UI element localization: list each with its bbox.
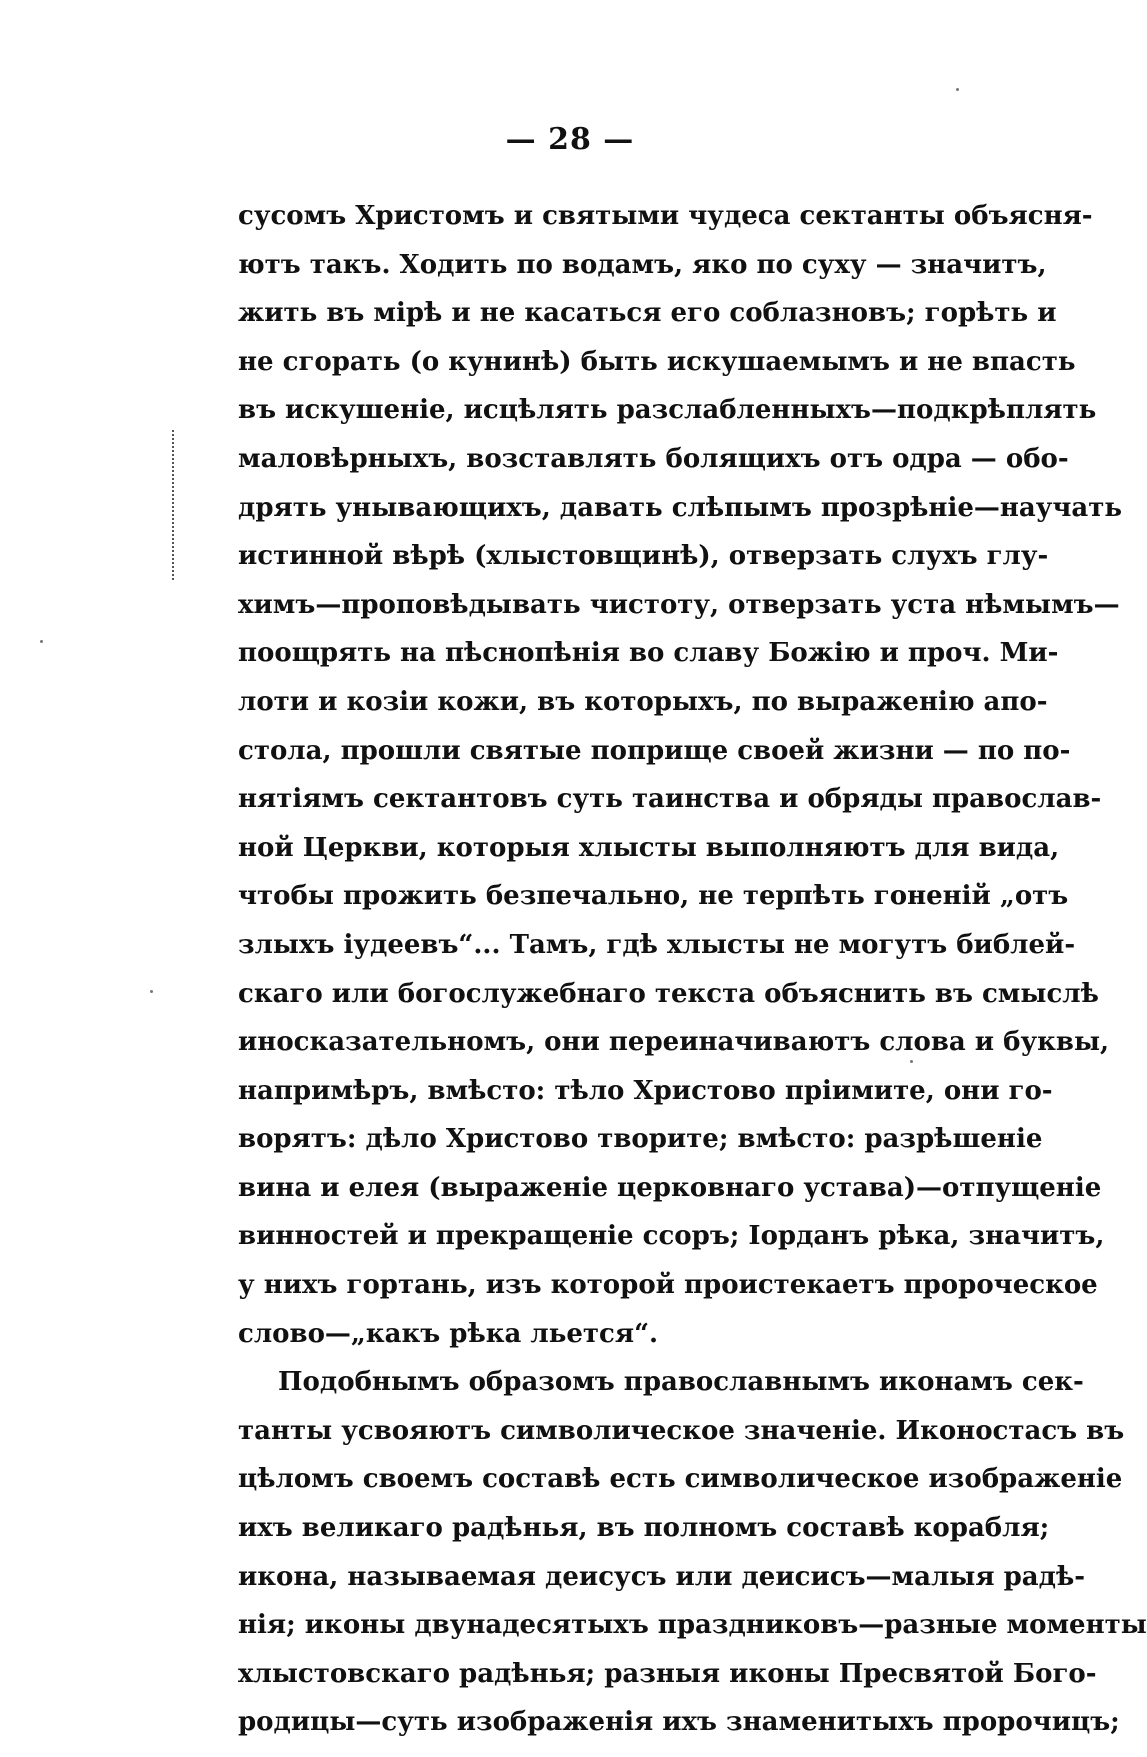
text-line: химъ—проповѣдывать чистоту, отверзать уста нѣмымъ— [238, 589, 1120, 620]
paragraph-end-line: слово—„какъ рѣка льется“. [238, 1318, 659, 1349]
paper-speck [40, 640, 43, 643]
text-line: маловѣрныхъ, возставлять болящихъ отъ одра — обо- [238, 443, 1069, 474]
text-line: икона, называемая деисусъ или деисисъ—малыя радѣ- [238, 1561, 1086, 1592]
text-line: родицы—суть изображенія ихъ знаменитыхъ пророчицъ; [238, 1707, 1120, 1738]
text-line: жить въ мірѣ и не касаться его соблазновъ; горѣть и [238, 298, 1057, 329]
text-line: не сгорать (о кунинѣ) быть искушаемымъ и не впасть [238, 346, 1076, 377]
text-line: танты усвояютъ символическое значеніе. Иконостасъ въ [238, 1415, 1125, 1446]
text-line: дрять унывающихъ, давать слѣпымъ прозрѣніе—научать [238, 492, 1123, 523]
text-line: у нихъ гортань, изъ которой проистекаетъ пророческое [238, 1270, 1098, 1301]
text-line: поощрять на пѣснопѣнія во славу Божію и проч. Ми- [238, 638, 1059, 669]
text-line: сусомъ Христомъ и святыми чудеса сектанты объясня- [238, 201, 1093, 231]
text-line: въ искушеніе, исцѣлять разслабленныхъ—подкрѣплять [238, 395, 1097, 426]
text-line: нятіямъ сектантовъ суть таинства и обряды православ- [238, 784, 1102, 815]
text-line: винностей и прекращеніе ссоръ; Іорданъ рѣка, значитъ, [238, 1221, 1105, 1252]
text-line: лоти и козіи кожи, въ которыхъ, по выраженію апо- [238, 686, 1048, 717]
text-line: иносказательномъ, они переиначиваютъ слова и буквы, [238, 1027, 1110, 1058]
paper-speck [956, 88, 959, 91]
page-number: — 28 — [505, 122, 635, 157]
text-line: чтобы прожить безпечально, не терпѣть гоненій „отъ [238, 881, 1069, 912]
text-line: ворятъ: дѣло Христово творите; вмѣсто: разрѣшеніе [238, 1124, 1043, 1155]
text-line: ной Церкви, которыя хлысты выполняютъ для вида, [238, 832, 1060, 863]
body-text [238, 192, 1147, 1747]
text-line: нія; иконы двунадесятыхъ праздниковъ—разные моменты [238, 1610, 1147, 1641]
text-line: злыхъ іудеевъ“... Тамъ, гдѣ хлысты не могутъ библей- [238, 929, 1076, 960]
paragraph-start-line: Подобнымъ образомъ православнымъ иконамъ сек- [278, 1367, 1084, 1398]
text-line: вина и елея (выраженіе церковнаго устава)—отпущеніе [238, 1172, 1102, 1203]
text-line: стола, прошли святые поприще своей жизни — по по- [238, 735, 1071, 766]
text-line: напримѣръ, вмѣсто: тѣло Христово пріимите, они го- [238, 1075, 1053, 1106]
text-line: хлыстовскаго радѣнья; разныя иконы Пресвятой Бого- [238, 1658, 1097, 1689]
text-line: цѣломъ своемъ составѣ есть символическое изображеніе [238, 1464, 1123, 1495]
text-line: ихъ великаго радѣнья, въ полномъ составѣ корабля; [238, 1513, 1050, 1544]
text-line: истинной вѣрѣ (хлыстовщинѣ), отверзать слухъ глу- [238, 541, 1049, 572]
text-line: скаго или богослужебнаго текста объяснить въ смыслѣ [238, 978, 1099, 1009]
paper-speck [150, 990, 153, 993]
text-line: ютъ такъ. Ходить по водамъ, яко по суху — значитъ, [238, 249, 1047, 280]
margin-pencil-mark [172, 430, 177, 580]
